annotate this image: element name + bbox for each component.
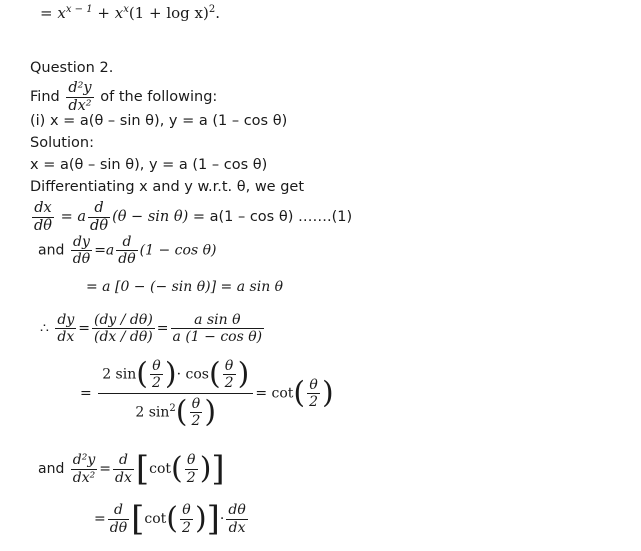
frac-num [98, 358, 253, 394]
period: . [215, 4, 220, 22]
equation-6 [38, 449, 225, 489]
frac-num: θ [150, 358, 163, 375]
second-derivative-fraction [71, 452, 97, 485]
frac-den: dx² [68, 97, 92, 114]
exponent: 2 [169, 403, 176, 415]
frac-num: (dy / dθ) [93, 312, 153, 328]
d-dtheta-fraction [116, 234, 137, 267]
equals-sign: = [78, 320, 90, 337]
frac-den: dθ [90, 217, 109, 234]
left-paren: ( [136, 356, 148, 392]
right-paren: ) [237, 356, 250, 392]
left-paren: ( [293, 375, 306, 411]
right-paren: ) [322, 375, 334, 411]
dtheta-dx-fraction [226, 502, 247, 535]
left-paren: ( [166, 501, 179, 536]
exponent: x − 1 [65, 4, 93, 15]
equation-3: = a [0 − (− sin θ)] = a sin θ [86, 279, 284, 295]
half-angle-fraction [98, 358, 253, 429]
frac-den [98, 394, 253, 429]
frac-num: θ [185, 452, 198, 469]
right-bracket: ] [206, 499, 220, 539]
sin-term: 2 sin [102, 366, 137, 383]
frac-num: dx [32, 200, 54, 218]
left-bracket: [ [131, 499, 145, 539]
equals-sign: = [80, 385, 92, 402]
and-word: and [38, 242, 65, 259]
find-prefix: Find [30, 89, 60, 106]
right-bracket: ] [211, 449, 225, 489]
theta-half [190, 396, 203, 429]
frac-den: 2 [224, 375, 234, 392]
term-a: a [77, 209, 87, 226]
left-paren: ( [208, 356, 221, 392]
theta-half [223, 358, 236, 391]
frac-den: 2 [309, 394, 319, 411]
find-line [30, 80, 217, 114]
right-paren: ) [164, 356, 177, 392]
theta-half [307, 377, 320, 410]
right-paren: ) [194, 501, 207, 536]
ratio-fraction [92, 312, 155, 345]
cot-result: = cot [255, 385, 294, 402]
dy-dtheta-fraction [71, 234, 92, 267]
frac-num: θ [190, 396, 203, 413]
equation-5 [80, 358, 334, 429]
d-dx-fraction [113, 452, 134, 485]
equals-sign: = [60, 209, 73, 226]
frac-den: 2 [191, 413, 201, 430]
equation-7 [94, 499, 250, 539]
result-fraction [171, 312, 265, 345]
equation-1 [30, 200, 352, 234]
frac-num: d [113, 452, 134, 469]
frac-num: d²y [68, 80, 92, 96]
frac-num: dy [57, 312, 75, 328]
equals-sign: = [94, 511, 106, 527]
term-log: (1 + log x) [128, 4, 209, 22]
find-suffix: of the following: [100, 89, 218, 106]
expression: (1 − cos θ) [139, 242, 217, 259]
equation-1-result: = a(1 – cos θ) …….(1) [192, 209, 353, 226]
multiply-dot: · [219, 511, 225, 527]
frac-num: d [108, 502, 129, 519]
frac-den: 2 [151, 375, 161, 392]
given-line: x = a(θ – sin θ), y = a (1 – cos θ) [30, 157, 268, 173]
top-equation [40, 4, 220, 22]
frac-den: dx [57, 329, 75, 346]
d-dtheta-fraction [88, 200, 110, 234]
frac-den: 2 [186, 469, 196, 486]
frac-den: dx [115, 469, 132, 486]
equation-2 [38, 234, 216, 267]
dy-dx-fraction [55, 312, 76, 345]
dx-dtheta-fraction [32, 200, 54, 234]
cos-term: · cos [176, 366, 209, 383]
question-heading: Question 2. [30, 60, 114, 76]
theta-half [150, 358, 163, 391]
equals-sign: = [156, 320, 169, 337]
sin-term: 2 sin [135, 404, 170, 421]
frac-den: dθ [72, 251, 91, 268]
exponent: 2 [208, 4, 216, 15]
part-i: (i) x = a(θ – sin θ), y = a (1 – cos θ) [30, 113, 288, 129]
frac-den: dθ [109, 519, 128, 536]
term-a: a [105, 242, 115, 259]
frac-den: 2 [182, 519, 191, 536]
theta-half [180, 502, 193, 535]
left-bracket: [ [135, 449, 150, 489]
second-derivative-fraction [66, 80, 93, 114]
frac-num: d²y [72, 452, 96, 469]
diff-line: Differentiating x and y w.r.t. θ, we get [30, 179, 305, 195]
frac-den: dx² [72, 469, 96, 486]
equation-4 [40, 312, 266, 345]
exponent: x [123, 4, 129, 15]
term-x: x [114, 4, 124, 22]
frac-den: dθ [34, 217, 53, 234]
therefore-symbol: ∴ [40, 320, 49, 337]
frac-den: (dx / dθ) [93, 329, 153, 346]
left-paren: ( [171, 451, 183, 486]
frac-num: θ [223, 358, 236, 375]
frac-num: d [88, 200, 110, 218]
frac-num: dθ [228, 502, 246, 519]
term-x: x [57, 4, 66, 22]
solution-label: Solution: [30, 135, 94, 151]
cot-term: cot [144, 511, 167, 527]
cot-term: cot [149, 461, 172, 477]
frac-den: dθ [118, 251, 136, 268]
and-word: and [38, 461, 65, 477]
expression: (θ − sin θ) [112, 209, 189, 226]
plus-sign: + [97, 4, 110, 22]
frac-den: dx [228, 519, 246, 536]
equals-sign: = [99, 461, 112, 477]
right-paren: ) [199, 451, 212, 486]
equals-sign: = [94, 242, 106, 259]
right-paren: ) [204, 394, 217, 430]
frac-num: θ [180, 502, 193, 519]
equals-sign: = [40, 4, 53, 22]
frac-num: d [116, 234, 137, 251]
d-dtheta-fraction [108, 502, 129, 535]
frac-den: a (1 − cos θ) [172, 329, 263, 346]
frac-num: θ [307, 377, 320, 394]
frac-num: dy [71, 234, 92, 251]
frac-num: a sin θ [171, 312, 265, 329]
left-paren: ( [175, 394, 188, 430]
theta-half [185, 452, 198, 485]
